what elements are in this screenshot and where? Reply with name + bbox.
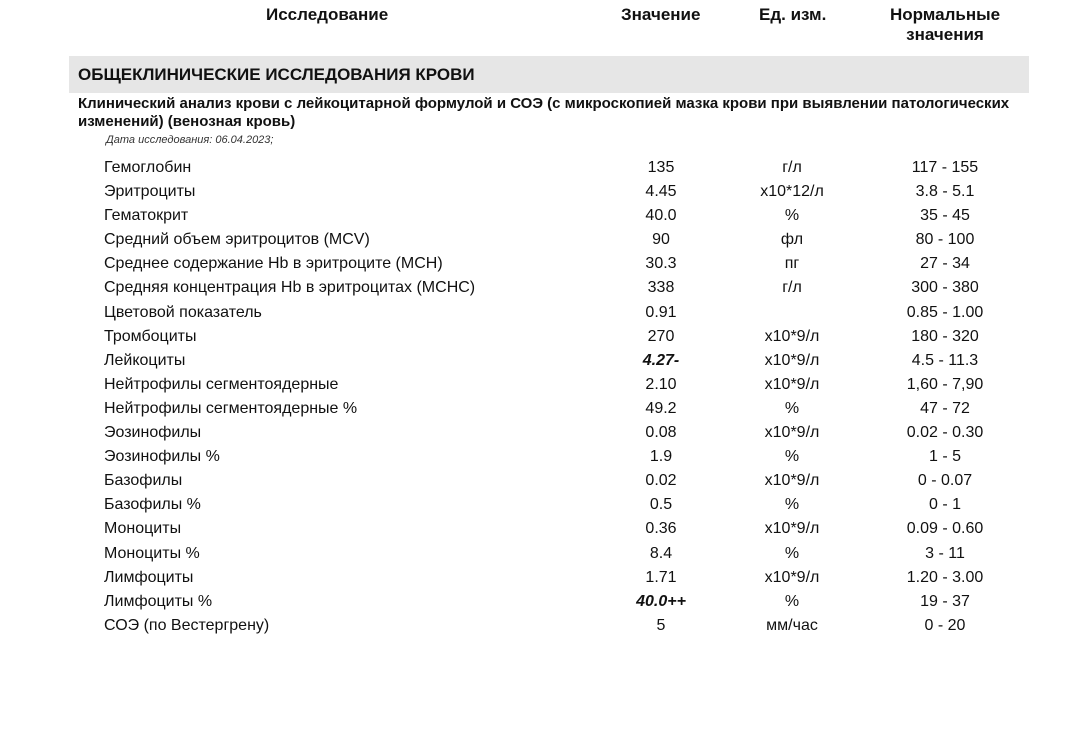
table-row xyxy=(0,156,1082,180)
section-title: ОБЩЕКЛИНИЧЕСКИЕ ИССЛЕДОВАНИЯ КРОВИ xyxy=(78,65,475,84)
table-row xyxy=(0,542,1082,566)
result-unit: пг xyxy=(784,255,800,273)
result-value: 30.3 xyxy=(645,255,677,273)
results-table xyxy=(0,156,1082,638)
result-value: 1.71 xyxy=(645,568,677,586)
result-name: Эритроциты xyxy=(104,183,196,201)
result-norm: 1,60 - 7,90 xyxy=(906,375,984,393)
table-row xyxy=(0,228,1082,252)
result-name: Лимфоциты % xyxy=(104,592,213,610)
result-name: Базофилы % xyxy=(104,496,201,514)
result-value: 0.08 xyxy=(645,424,677,442)
table-row xyxy=(0,301,1082,325)
table-row xyxy=(0,204,1082,228)
table-row xyxy=(0,421,1082,445)
result-unit: г/л xyxy=(782,279,802,297)
result-norm: 0 - 1 xyxy=(928,496,961,514)
result-value: 135 xyxy=(647,159,675,176)
result-name: Эозинофилы xyxy=(104,424,202,442)
result-name: СОЭ (по Вестергрену) xyxy=(104,616,270,634)
table-row xyxy=(0,445,1082,469)
result-norm: 3.8 - 5.1 xyxy=(915,183,975,201)
analysis-title: Клинический анализ крови с лейкоцитарной формулой и СОЭ (с микроскопией мазка крови при выявлении патологических изменений) (венозная кровь) xyxy=(78,95,1010,130)
result-unit: x10*9/л xyxy=(764,351,820,369)
result-norm: 1.20 - 3.00 xyxy=(906,568,984,586)
table-row xyxy=(0,614,1082,638)
result-value: 0.02 xyxy=(645,472,677,490)
result-unit: % xyxy=(784,448,800,466)
result-norm: 0.85 - 1.00 xyxy=(906,303,984,321)
result-name: Средняя концентрация Hb в эритроцитах (MCHC) xyxy=(104,279,476,297)
result-name: Эозинофилы % xyxy=(104,448,220,466)
result-value: 90 xyxy=(652,231,670,249)
table-row xyxy=(0,180,1082,204)
result-norm: 4.5 - 11.3 xyxy=(911,351,979,369)
result-name: Нейтрофилы сегментоядерные % xyxy=(104,399,358,417)
result-value: 1.9 xyxy=(649,448,673,466)
table-row xyxy=(0,397,1082,421)
result-value: 5 xyxy=(656,616,666,634)
result-name: Лейкоциты xyxy=(104,351,186,369)
result-norm: 0 - 20 xyxy=(924,616,966,634)
result-name: Лимфоциты xyxy=(104,568,194,586)
table-row xyxy=(0,349,1082,373)
result-norm: 180 - 320 xyxy=(911,327,979,345)
result-name: Гемоглобин xyxy=(104,159,192,176)
result-value: 270 xyxy=(647,327,675,345)
result-name: Базофилы xyxy=(104,472,183,490)
result-norm: 47 - 72 xyxy=(920,399,970,417)
result-unit: x10*9/л xyxy=(764,520,820,538)
result-norm: 3 - 11 xyxy=(925,544,965,562)
table-row xyxy=(0,566,1082,590)
result-name: Моноциты % xyxy=(104,544,200,562)
result-norm: 300 - 380 xyxy=(911,279,979,297)
study-date: Дата исследования: 06.04.2023; xyxy=(106,134,274,146)
result-unit: % xyxy=(784,207,800,225)
table-row xyxy=(0,325,1082,349)
result-value: 4.45 xyxy=(645,183,677,201)
result-value: 40.0++ xyxy=(636,592,686,610)
result-name: Моноциты xyxy=(104,520,182,538)
result-unit: % xyxy=(784,399,800,417)
result-norm: 0 - 0.07 xyxy=(917,472,973,490)
result-unit: % xyxy=(784,544,800,562)
result-unit: фл xyxy=(780,231,804,249)
result-unit: г/л xyxy=(782,159,802,176)
table-row xyxy=(0,493,1082,517)
table-row xyxy=(0,590,1082,614)
result-value: 338 xyxy=(647,279,675,297)
table-row xyxy=(0,276,1082,300)
result-norm: 27 - 34 xyxy=(920,255,970,273)
result-norm: 0.09 - 0.60 xyxy=(906,520,984,538)
result-value: 0.36 xyxy=(645,520,677,538)
result-unit: x10*12/л xyxy=(760,183,824,201)
result-norm: 117 - 155 xyxy=(911,159,979,176)
result-name: Нейтрофилы сегментоядерные xyxy=(104,375,339,393)
result-unit: x10*9/л xyxy=(764,424,820,442)
result-name: Цветовой показатель xyxy=(104,303,262,321)
table-row xyxy=(0,373,1082,397)
section-header-bar xyxy=(69,56,1029,93)
column-header-norm xyxy=(870,5,1020,45)
table-row xyxy=(0,252,1082,276)
result-value: 40.0 xyxy=(645,207,677,225)
result-norm: 80 - 100 xyxy=(915,231,975,249)
result-value: 0.5 xyxy=(649,496,673,514)
result-name: Гематокрит xyxy=(104,207,189,225)
column-header-study: Исследование xyxy=(266,5,389,24)
result-name: Тромбоциты xyxy=(104,327,197,345)
result-unit: % xyxy=(784,496,800,514)
result-norm: 19 - 37 xyxy=(920,592,970,610)
column-header-unit: Ед. изм. xyxy=(759,5,827,24)
result-value: 8.4 xyxy=(649,544,673,562)
result-norm: 1 - 5 xyxy=(928,448,961,466)
column-header-value: Значение xyxy=(621,5,701,24)
result-value: 0.91 xyxy=(645,303,677,321)
result-value: 4.27- xyxy=(642,351,680,369)
result-norm: 0.02 - 0.30 xyxy=(906,424,984,442)
column-header-norm-line2: значения xyxy=(906,25,984,44)
result-unit: мм/час xyxy=(766,616,818,634)
result-value: 49.2 xyxy=(645,399,677,417)
result-norm: 35 - 45 xyxy=(920,207,970,225)
result-unit: x10*9/л xyxy=(764,375,820,393)
result-name: Средний объем эритроцитов (MCV) xyxy=(104,231,370,249)
table-row xyxy=(0,517,1082,541)
result-unit: x10*9/л xyxy=(764,472,820,490)
column-header-norm-line1: Нормальные xyxy=(889,5,1001,24)
result-unit: % xyxy=(784,592,800,610)
result-unit: x10*9/л xyxy=(764,327,820,345)
result-name: Среднее содержание Hb в эритроците (MCH) xyxy=(104,255,443,273)
result-value: 2.10 xyxy=(645,375,677,393)
table-row xyxy=(0,469,1082,493)
result-unit: x10*9/л xyxy=(764,568,820,586)
